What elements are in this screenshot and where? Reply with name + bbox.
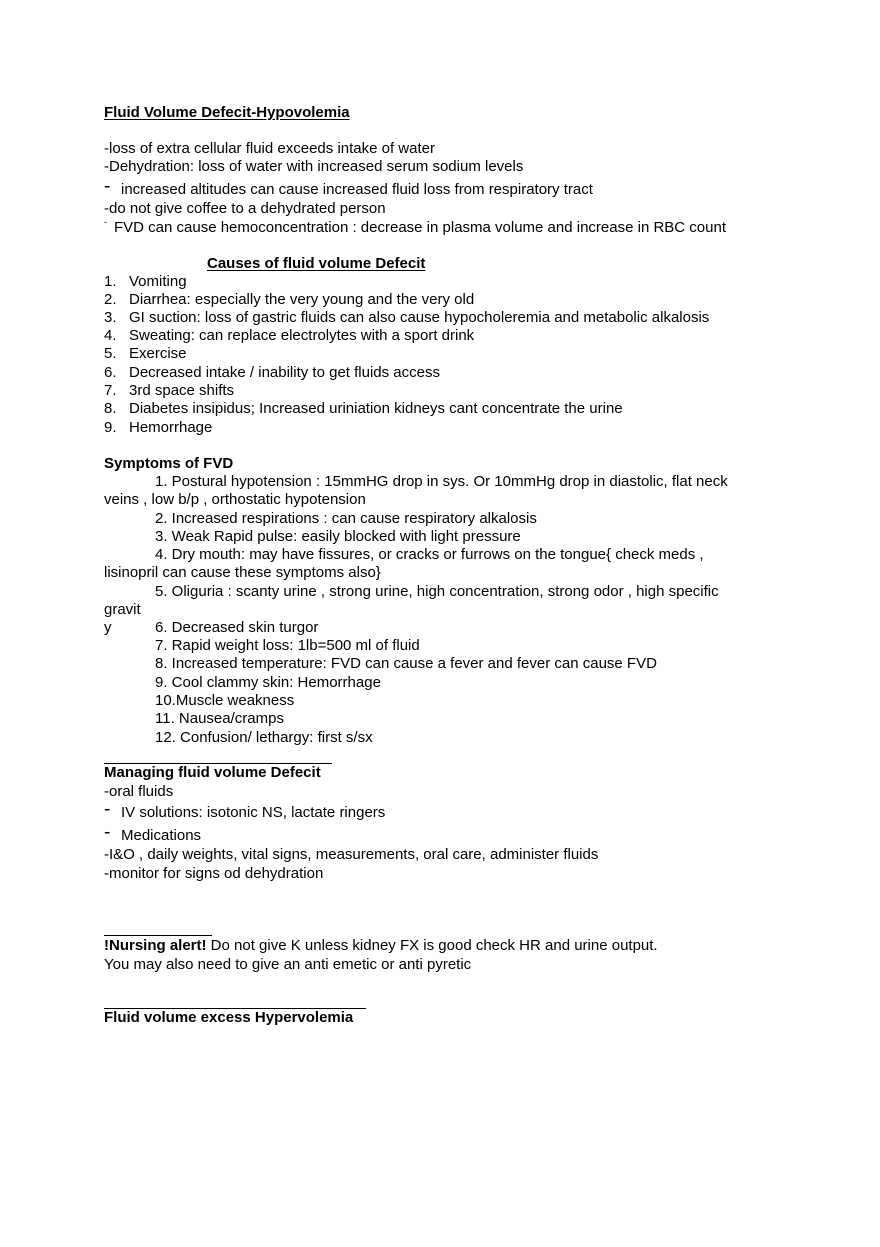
symptom-line: veins , low b/p , orthostatic hypotension [104,491,366,508]
causes-heading: Causes of fluid volume Defecit [207,255,426,272]
symptom-line: 6. Decreased skin turgor [155,619,319,636]
hypervolemia-heading: Fluid volume excess Hypervolemia [104,1009,354,1026]
page-title: Fluid Volume Defecit-Hypovolemia [104,104,350,121]
symptom-line: 10.Muscle weakness [155,692,295,709]
list-text: Exercise [129,345,187,362]
symptom-line: 2. Increased respirations : can cause respiratory alkalosis [155,510,537,527]
managing-heading: Managing fluid volume Defecit [104,764,321,781]
alert-label: !Nursing alert! [104,937,207,954]
symptom-line: 4. Dry mouth: may have fissures, or cracks or furrows on the tongue{ check meds , [155,546,704,563]
list-text: Sweating: can replace electrolytes with a sport drink [129,327,475,344]
nursing-alert [104,937,658,955]
symptom-line: 12. Confusion/ lethargy: first s/sx [155,729,373,746]
list-text: Diabetes insipidus; Increased uriniation kidneys cant concentrate the urine [129,400,623,417]
list-text: Hemorrhage [129,419,213,436]
list-number: 2. [104,291,117,308]
symptom-line: 3. Weak Rapid pulse: easily blocked with light pressure [155,528,521,545]
dash-bullet: - [104,799,111,820]
intro-line-5: FVD can cause hemoconcentration : decrease in plasma volume and increase in RBC count [114,219,726,236]
list-item [104,345,187,363]
list-number: 7. [104,382,117,399]
list-item [104,382,234,400]
intro-line-1: -loss of extra cellular fluid exceeds intake of water [104,140,435,157]
list-text: Diarrhea: especially the very young and the very old [129,291,475,308]
list-item [104,419,212,437]
list-item [104,309,709,327]
list-number: 6. [104,364,117,381]
small-dash-bullet: - [104,217,107,227]
list-text: Vomiting [129,273,187,290]
symptom-line: gravit [104,601,141,618]
symptom-line: 1. Postural hypotension : 15mmHG drop in sys. Or 10mmHg drop in diastolic, flat neck [155,473,728,490]
symptom-line: 5. Oliguria : scanty urine , strong urine, high concentration, strong odor , high specific [155,583,719,600]
list-text: Decreased intake / inability to get fluids access [129,364,440,381]
list-number: 1. [104,273,117,290]
symptoms-heading: Symptoms of FVD [104,455,234,472]
list-number: 9. [104,419,117,436]
managing-line: -oral fluids [104,783,174,800]
managing-line: IV solutions: isotonic NS, lactate ringers [121,804,386,821]
list-item [104,400,623,418]
symptom-line: 8. Increased temperature: FVD can cause a fever and fever can cause FVD [155,655,657,672]
list-text: 3rd space shifts [129,382,235,399]
intro-line-3: increased altitudes can cause increased fluid loss from respiratory tract [121,181,593,198]
symptom-line: 9. Cool clammy skin: Hemorrhage [155,674,381,691]
symptom-line: 7. Rapid weight loss: 1lb=500 ml of fluid [155,637,420,654]
managing-line: -monitor for signs od dehydration [104,865,324,882]
intro-line-4: -do not give coffee to a dehydrated person [104,200,386,217]
list-item [104,273,187,291]
symptom-line: 11. Nausea/cramps [155,710,284,727]
symptom-line: y [104,619,112,636]
alert-line-2: You may also need to give an anti emetic or anti pyretic [104,956,472,973]
alert-overline [104,935,212,936]
list-number: 8. [104,400,117,417]
intro-line-2: -Dehydration: loss of water with increased serum sodium levels [104,158,524,175]
list-number: 4. [104,327,117,344]
list-item [104,364,440,382]
managing-line: -I&O , daily weights, vital signs, measurements, oral care, administer fluids [104,846,599,863]
managing-line: Medications [121,827,202,844]
list-item [104,291,474,309]
alert-text: Do not give K unless kidney FX is good check HR and urine output. [206,937,658,954]
list-number: 5. [104,345,117,362]
list-item [104,327,474,345]
list-number: 3. [104,309,117,326]
symptom-line: lisinopril can cause these symptoms also} [104,564,381,581]
dash-bullet: - [104,822,111,843]
dash-bullet: - [104,176,111,197]
list-text: GI suction: loss of gastric fluids can also cause hypocholeremia and metabolic alkalosis [129,309,710,326]
